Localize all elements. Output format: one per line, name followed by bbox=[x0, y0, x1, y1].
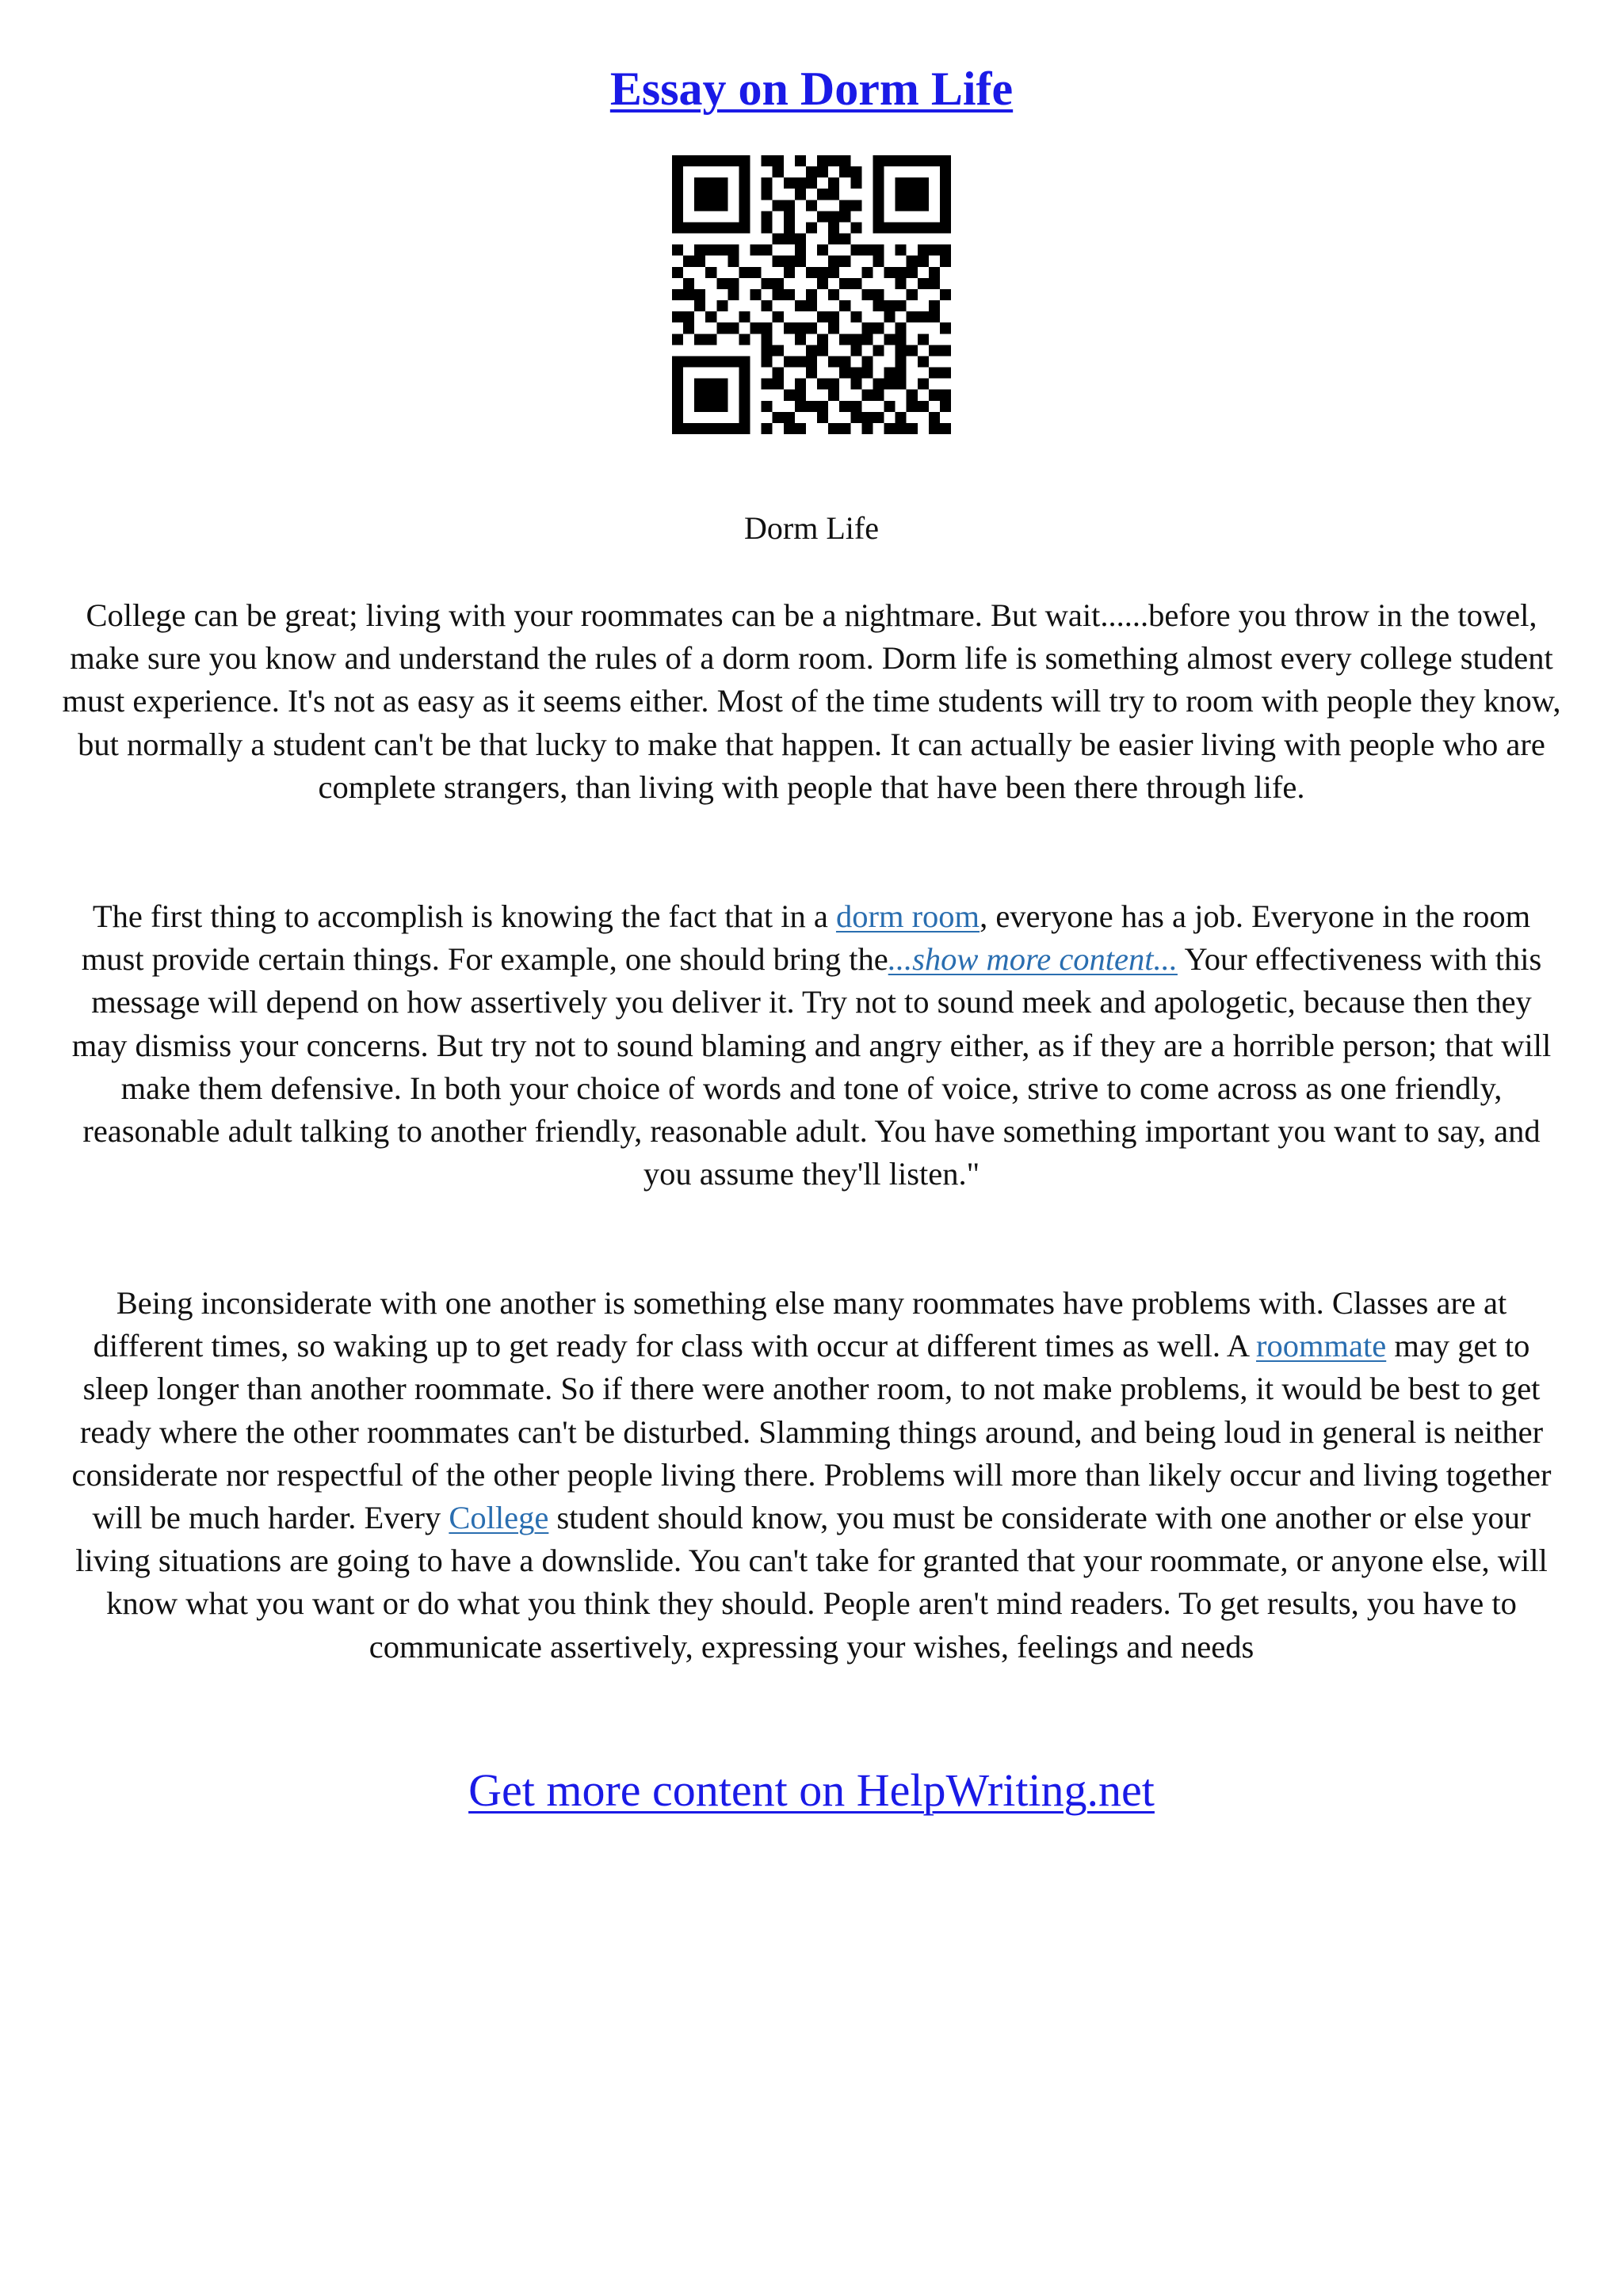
paragraph-intro: College can be great; living with your roommates can be a nightmare. But wait......before you throw in the towel, make sure you know and understand the rules of a dorm room. Dorm life is something almost every college student must experience. It's not as easy as it seems either. Most of the time students will try to room with people they know, but normally a student can't be that lucky to make that happen. It can actually be easier living with people who are complete strangers, than living with people that have been there through life. bbox=[62, 597, 1561, 805]
paragraph-consideration bbox=[60, 1282, 1563, 1669]
paragraph-text: Your effectiveness with this message will depend on how assertively you deliver it. Try not to sound meek and apologetic, because then they may dismiss your concerns. But try not to sound blaming and angry either, as if they are a horrible person; that will make them defensive. In both your choice of words and tone of voice, strive to come across as one friendly, reasonable adult talking to another friendly, reasonable adult. You have something important you want to say, and you assume they'll listen." bbox=[71, 941, 1552, 1192]
show-more-link[interactable]: ...show more content... bbox=[888, 941, 1178, 978]
roommate-link[interactable]: roommate bbox=[1256, 1328, 1387, 1364]
footer bbox=[0, 1760, 1623, 1821]
college-link[interactable]: College bbox=[449, 1500, 549, 1536]
paragraph-text: Being inconsiderate with one another is something else many roommates have problems with. Classes are at different times, so waking up to get ready for class with occur at different times as well. A bbox=[93, 1285, 1507, 1364]
title-link[interactable]: Essay on Dorm Life bbox=[609, 63, 1014, 115]
page-title bbox=[0, 57, 1623, 120]
paragraph-text: student should know, you must be considerate with one another or else your living situations are going to have a downslide. You can't take for granted that your roommate, or anyone else, will know what you want or do what you think they should. People aren't mind readers. To get results, you have to communicate assertively, expressing your wishes, feelings and needs bbox=[75, 1500, 1548, 1665]
paragraph-responsibilities bbox=[60, 895, 1563, 1196]
paragraph-text: , everyone has a job. Everyone in the room must provide certain things. For example, one should bring the bbox=[81, 898, 1531, 978]
get-more-content-link[interactable]: Get more content on HelpWriting.net bbox=[468, 1764, 1155, 1816]
paragraph-text: The first thing to accomplish is knowing the fact that in a bbox=[92, 898, 836, 934]
dorm-room-link[interactable]: dorm room bbox=[835, 898, 980, 934]
qr-code-icon bbox=[672, 155, 951, 434]
essay-subtitle: Dorm Life bbox=[744, 510, 879, 546]
paragraph-text: may get to sleep longer than another roommate. So if there were another room, to not make problems, it would be best to get ready where the other roommates can't be disturbed. Slamming things around, and being loud in general is neither considerate nor respectful of the other people living there. Problems will more than likely occur and living together will be much harder. Every bbox=[71, 1328, 1552, 1536]
